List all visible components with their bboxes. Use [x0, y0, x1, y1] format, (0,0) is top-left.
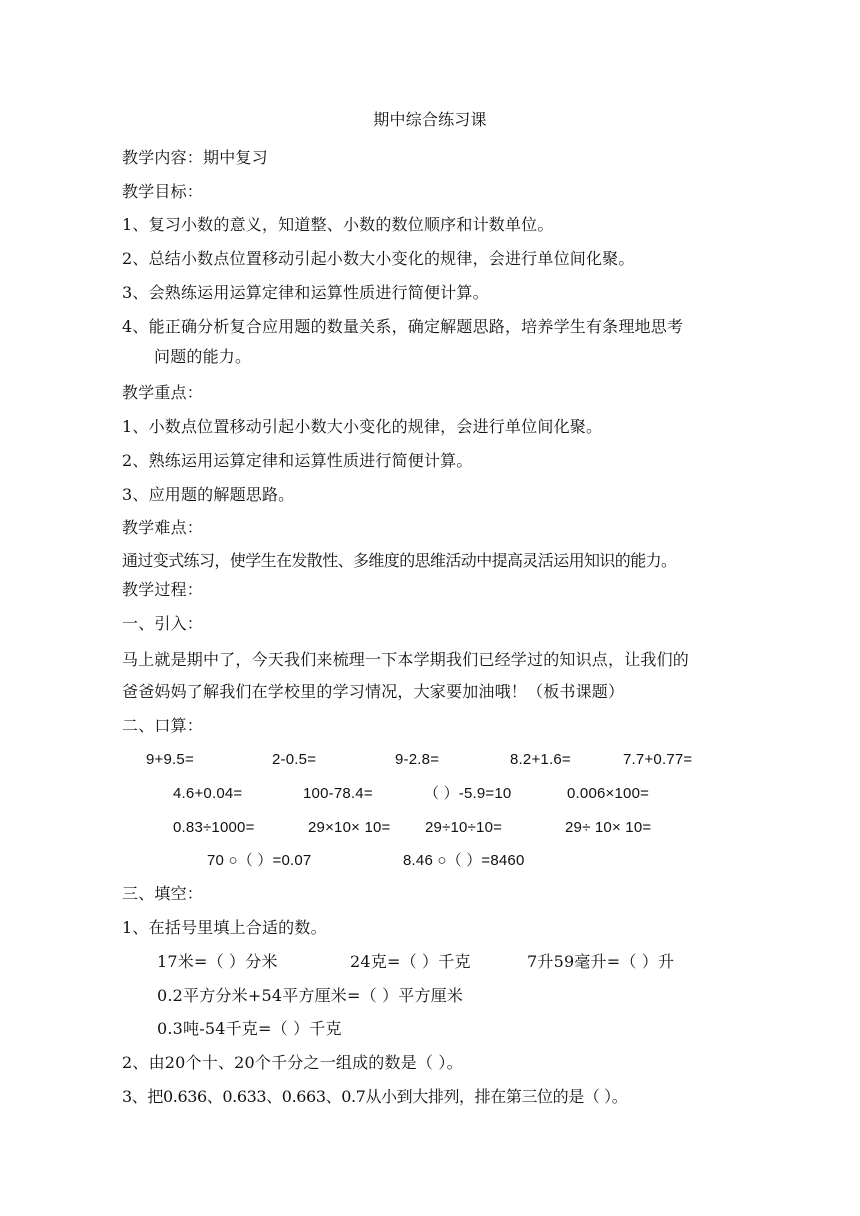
section-mental-math-heading: 二、口算：: [122, 716, 204, 735]
goal-item: 1、复习小数的意义，知道整、小数的数位顺序和计数单位。: [122, 215, 554, 234]
mental-math-item: （ ）-5.9=10: [424, 785, 512, 802]
goal-item: 3、会熟练运用运算定律和运算性质进行简便计算。: [122, 283, 489, 302]
key-point-item: 2、熟练运用运算定律和运算性质进行简便计算。: [122, 451, 473, 470]
key-point-item: 1、小数点位置移动引起小数大小变化的规律，会进行单位间化聚。: [122, 417, 603, 436]
fill-blank-item: 0.3吨-54千克=（ ）千克: [157, 1019, 342, 1038]
fill-blank-item: 7升59毫升=（ ）升: [527, 952, 675, 971]
page-title: 期中综合练习课: [373, 110, 487, 129]
mental-math-item: 4.6+0.04=: [173, 785, 243, 802]
fill-blank-item: 17米=（ ）分米: [157, 952, 278, 971]
fill-question: 1、在括号里填上合适的数。: [122, 918, 327, 937]
mental-math-item: 9-2.8=: [395, 751, 440, 768]
fill-question: 3、把0.636、0.633、0.663、0.7从小到大排列，排在第三位的是（ ）。: [122, 1087, 628, 1106]
fill-blank-item: 0.2平方分米+54平方厘米=（ ）平方厘米: [157, 986, 464, 1005]
difficulty-heading: 教学难点：: [122, 518, 204, 537]
key-points-heading: 教学重点：: [122, 383, 204, 402]
mental-math-item: 100-78.4=: [303, 785, 373, 802]
goal-item: 2、总结小数点位置移动引起小数大小变化的规律，会进行单位间化聚。: [122, 249, 635, 268]
intro-text: 马上就是期中了，今天我们来梳理一下本学期我们已经学过的知识点，让我们的: [122, 650, 690, 669]
process-heading: 教学过程：: [122, 580, 204, 599]
mental-math-item: 8.46 ○（ ）=8460: [403, 852, 525, 869]
mental-math-item: 29÷ 10× 10=: [565, 819, 652, 836]
mental-math-item: 0.006×100=: [567, 785, 650, 802]
fill-question: 2、由20个十、20个千分之一组成的数是（ ）。: [122, 1053, 463, 1072]
intro-text: 爸爸妈妈了解我们在学校里的学习情况，大家要加油哦！（板书课题）: [122, 682, 625, 701]
mental-math-item: 29÷10÷10=: [425, 819, 503, 836]
goal-item: 4、能正确分析复合应用题的数量关系，确定解题思路，培养学生有条理地思考: [122, 317, 684, 336]
difficulty-text: 通过变式练习，使学生在发散性、多维度的思维活动中提高灵活运用知识的能力。: [122, 551, 677, 570]
goals-heading: 教学目标：: [122, 182, 204, 201]
mental-math-item: 70 ○（ ）=0.07: [207, 852, 312, 869]
mental-math-item: 7.7+0.77=: [623, 751, 693, 768]
mental-math-item: 8.2+1.6=: [510, 751, 571, 768]
teaching-content: 教学内容：期中复习: [122, 148, 268, 167]
mental-math-item: 2-0.5=: [272, 751, 317, 768]
goal-item-continued: 问题的能力。: [154, 347, 252, 366]
section-intro-heading: 一、引入：: [122, 614, 204, 633]
mental-math-item: 9+9.5=: [146, 751, 194, 768]
mental-math-item: 0.83÷1000=: [173, 819, 255, 836]
section-fill-heading: 三、填空：: [122, 884, 204, 903]
key-point-item: 3、应用题的解题思路。: [122, 485, 295, 504]
fill-blank-item: 24克=（ ）千克: [350, 952, 471, 971]
mental-math-item: 29×10× 10=: [308, 819, 391, 836]
